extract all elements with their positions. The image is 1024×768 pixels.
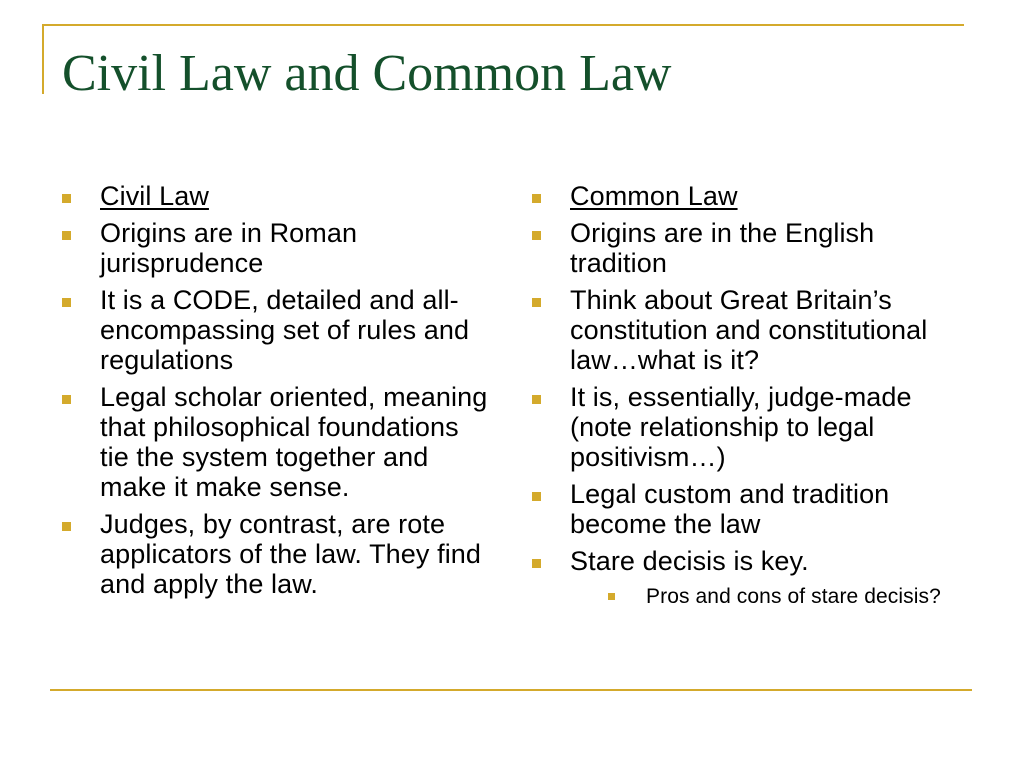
square-bullet-icon [608, 593, 615, 600]
civil-law-list [62, 181, 492, 599]
square-bullet-icon [532, 194, 541, 203]
frame-top-rule [42, 24, 964, 26]
square-bullet-icon [62, 194, 71, 203]
common-law-heading: Common Law [570, 181, 738, 211]
square-bullet-icon [62, 298, 71, 307]
square-bullet-icon [62, 231, 71, 240]
square-bullet-icon [532, 395, 541, 404]
square-bullet-icon [532, 298, 541, 307]
square-bullet-icon [532, 231, 541, 240]
list-item [62, 218, 492, 278]
list-item-text: It is, essentially, judge-made (note relationship to legal positivism…) [570, 382, 912, 472]
sub-list-item-text: Pros and cons of stare decisis? [646, 585, 941, 608]
sub-list-item [608, 584, 962, 609]
list-item [532, 218, 962, 278]
civil-law-heading: Civil Law [100, 181, 209, 211]
square-bullet-icon [62, 522, 71, 531]
list-item [62, 382, 492, 502]
square-bullet-icon [532, 559, 541, 568]
list-item [62, 285, 492, 375]
list-item-text: Origins are in the English tradition [570, 218, 875, 278]
list-item [532, 181, 962, 211]
list-item [62, 181, 492, 211]
list-item [532, 285, 962, 375]
list-item-text: Legal custom and tradition become the law [570, 479, 890, 539]
civil-law-column [62, 181, 492, 606]
list-item-text: It is a CODE, detailed and all-encompassing set of rules and regulations [100, 285, 470, 375]
list-item-text: Stare decisis is key. [570, 546, 809, 576]
square-bullet-icon [62, 395, 71, 404]
list-item-text: Think about Great Britain’s constitution and constitutional law…what is it? [570, 285, 928, 375]
list-item-text: Judges, by contrast, are rote applicators of the law. They find and apply the law. [100, 509, 482, 599]
square-bullet-icon [532, 492, 541, 501]
common-law-column [532, 181, 962, 616]
list-item [62, 509, 492, 599]
slide-title: Civil Law and Common Law [62, 45, 672, 102]
list-item [532, 382, 962, 472]
sub-list [570, 584, 962, 609]
list-item [532, 479, 962, 539]
list-item-text: Origins are in Roman jurisprudence [100, 218, 358, 278]
frame-bottom-rule [50, 689, 972, 691]
list-item [532, 546, 962, 609]
list-item-text: Legal scholar oriented, meaning that philosophical foundations tie the system together and make it make sense. [100, 382, 488, 502]
common-law-list [532, 181, 962, 609]
frame-left-rule [42, 24, 44, 94]
